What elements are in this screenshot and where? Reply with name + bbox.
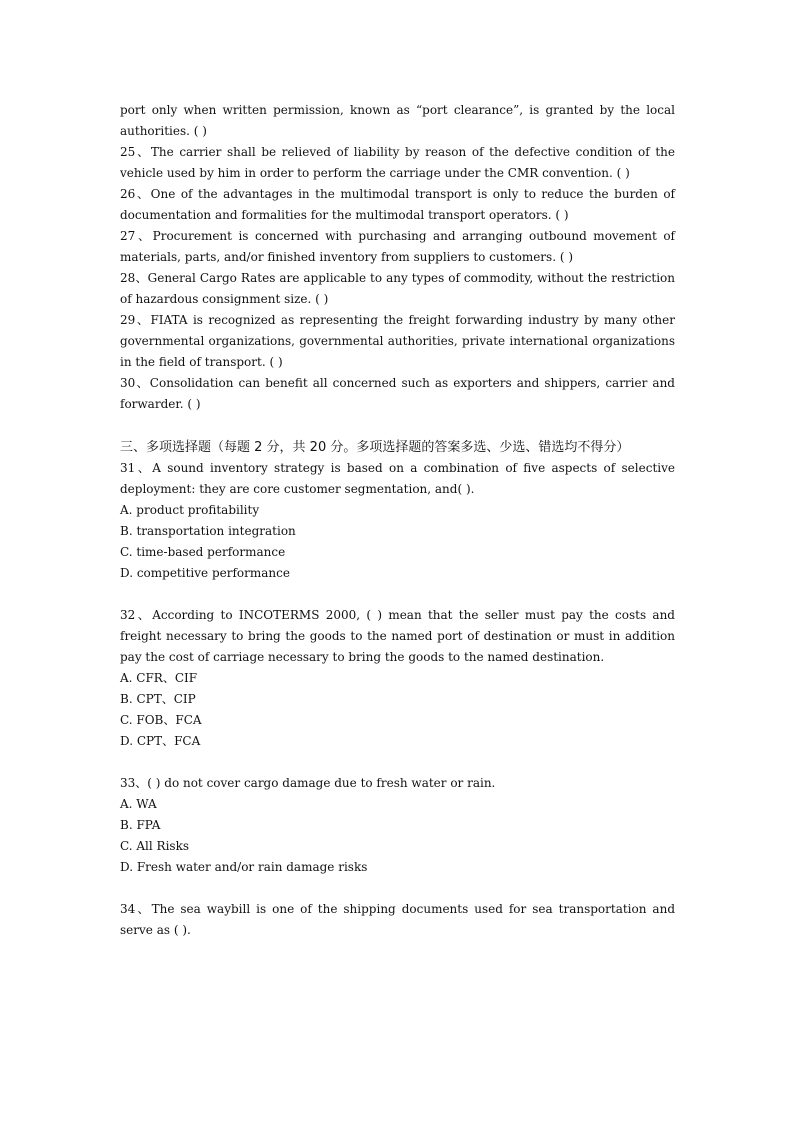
spacer <box>120 584 675 605</box>
section-3-heading: 三、多项选择题（每题 2 分，共 20 分。多项选择题的答案多选、少选、错选均不得分） <box>120 440 630 455</box>
option-b: B. transportation integration <box>120 524 296 538</box>
question-31 <box>120 458 675 584</box>
option-a: A. WA <box>120 797 157 811</box>
option-b: B. FPA <box>120 818 161 832</box>
question-stem: 31、A sound inventory strategy is based on a combination of five aspects of selective deployment: they are core customer segmentation, and( ). <box>120 461 675 496</box>
document-page <box>120 100 675 941</box>
question-stem: 34、The sea waybill is one of the shipping documents used for sea transportation and serve as ( ). <box>120 902 675 937</box>
tf-item-30: 30、Consolidation can benefit all concerned such as exporters and shippers, carrier and forwarder. ( ) <box>120 376 675 411</box>
option-d: D. competitive performance <box>120 566 290 580</box>
tf-item-28: 28、General Cargo Rates are applicable to any types of commodity, without the restriction of hazardous consignment size. ( ) <box>120 271 675 306</box>
option-a: A. CFR、CIF <box>120 671 198 685</box>
tf-item-27: 27、Procurement is concerned with purchasing and arranging outbound movement of materials, parts, and/or finished inventory from suppliers to customers. ( ) <box>120 229 675 264</box>
question-stem: 33、( ) do not cover cargo damage due to fresh water or rain. <box>120 776 496 790</box>
option-a: A. product profitability <box>120 503 260 517</box>
tf-item-25: 25、The carrier shall be relieved of liability by reason of the defective condition of the vehicle used by him in order to perform the carriage under the CMR convention. ( ) <box>120 145 675 180</box>
option-c: C. time-based performance <box>120 545 286 559</box>
tf-item-29: 29、FIATA is recognized as representing the freight forwarding industry by many other governmental organizations, governmental authorities, private international organizations in the field of transport. ( ) <box>120 313 675 369</box>
option-c: C. All Risks <box>120 839 189 853</box>
option-b: B. CPT、CIP <box>120 692 196 706</box>
option-c: C. FOB、FCA <box>120 713 202 727</box>
question-stem: 32、According to INCOTERMS 2000, ( ) mean that the seller must pay the costs and freight necessary to bring the goods to the named port of destination or must in addition pay the cost of carriage necessary to bring the goods to the named destination. <box>120 608 675 664</box>
question-32 <box>120 605 675 752</box>
question-34 <box>120 899 675 941</box>
option-d: D. CPT、FCA <box>120 734 201 748</box>
tf-item-26: 26、One of the advantages in the multimodal transport is only to reduce the burden of documentation and formalities for the multimodal transport operators. ( ) <box>120 187 675 222</box>
option-d: D. Fresh water and/or rain damage risks <box>120 860 368 874</box>
spacer <box>120 752 675 773</box>
tf-item-24-cont: port only when written permission, known as “port clearance”, is granted by the local authorities. ( ) <box>120 103 675 138</box>
spacer <box>120 878 675 899</box>
question-33 <box>120 773 675 878</box>
